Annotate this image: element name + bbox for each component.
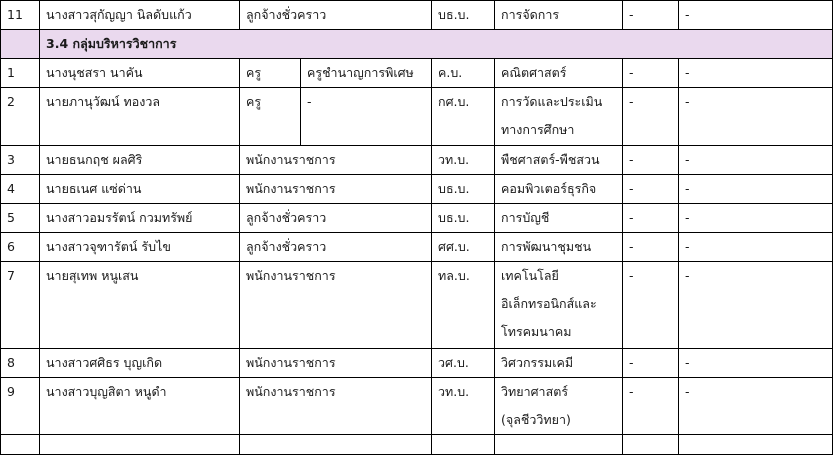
table-row <box>1 88 833 146</box>
staff-name: นางสาวสุกัญญา นิลดับแก้ว <box>40 1 240 30</box>
extra-col-1: - <box>623 146 679 175</box>
section-blank-cell <box>1 30 40 59</box>
staff-degree: วท.บ. <box>432 378 495 435</box>
staff-degree: วศ.บ. <box>432 349 495 378</box>
extra-col-2: - <box>679 175 833 204</box>
staff-major-line: ทางการศึกษา <box>501 122 575 137</box>
staff-degree: ศศ.บ. <box>432 233 495 262</box>
staff-degree: บธ.บ. <box>432 175 495 204</box>
table-row <box>1 146 833 175</box>
extra-col-1: - <box>623 175 679 204</box>
extra-col-2: - <box>679 378 833 435</box>
staff-major-line: การวัดและประเมิน <box>501 94 603 109</box>
table-row <box>1 204 833 233</box>
extra-col-2: - <box>679 88 833 146</box>
row-number: 11 <box>1 1 40 30</box>
staff-position: พนักงานราชการ <box>240 146 432 175</box>
extra-col-1: - <box>623 59 679 88</box>
staff-major <box>495 262 623 349</box>
table-row <box>1 378 833 435</box>
staff-major <box>495 88 623 146</box>
row-number: 6 <box>1 233 40 262</box>
staff-name: นางสาวอมรรัตน์ กวมทรัพย์ <box>40 204 240 233</box>
staff-major: วิศวกรรมเคมี <box>495 349 623 378</box>
extra-col-2: - <box>679 146 833 175</box>
staff-position: พนักงานราชการ <box>240 262 432 349</box>
extra-col-1: - <box>623 233 679 262</box>
row-number: 2 <box>1 88 40 146</box>
staff-position: พนักงานราชการ <box>240 349 432 378</box>
table-row <box>1 262 833 349</box>
row-number: 4 <box>1 175 40 204</box>
row-number: 3 <box>1 146 40 175</box>
staff-major: การพัฒนาชุมชน <box>495 233 623 262</box>
table-row <box>1 59 833 88</box>
staff-name: นายธเนศ แซ่ด่าน <box>40 175 240 204</box>
staff-degree: ทล.บ. <box>432 262 495 349</box>
staff-degree: วท.บ. <box>432 146 495 175</box>
table-row-partial <box>1 435 833 455</box>
extra-col-1: - <box>623 1 679 30</box>
staff-name: นายภานุวัฒน์ ทองวล <box>40 88 240 146</box>
staff-position: ลูกจ้างชั่วคราว <box>240 1 432 30</box>
extra-col-2: - <box>679 262 833 349</box>
staff-name: นางนุชสรา นาคัน <box>40 59 240 88</box>
table-row <box>1 233 833 262</box>
staff-position: พนักงานราชการ <box>240 378 432 435</box>
staff-name: นางสาวบุญสิตา หนูดำ <box>40 378 240 435</box>
staff-major: การจัดการ <box>495 1 623 30</box>
staff-degree: บธ.บ. <box>432 1 495 30</box>
extra-col-2: - <box>679 59 833 88</box>
extra-col-1: - <box>623 349 679 378</box>
staff-position: ลูกจ้างชั่วคราว <box>240 204 432 233</box>
staff-major <box>495 378 623 435</box>
staff-degree: บธ.บ. <box>432 204 495 233</box>
extra-col-1: - <box>623 204 679 233</box>
staff-major-line: เทคโนโลยี <box>501 268 559 283</box>
row-number: 9 <box>1 378 40 435</box>
staff-degree: ค.บ. <box>432 59 495 88</box>
table-row <box>1 175 833 204</box>
staff-name: นางสาวจุฑารัตน์ รับไข <box>40 233 240 262</box>
staff-degree: กศ.บ. <box>432 88 495 146</box>
extra-col-1: - <box>623 88 679 146</box>
staff-major-line: วิทยาศาสตร์ <box>501 384 569 399</box>
extra-col-2: - <box>679 349 833 378</box>
extra-col-2: - <box>679 204 833 233</box>
staff-major: พืชศาสตร์-พืชสวน <box>495 146 623 175</box>
staff-major: คอมพิวเตอร์ธุรกิจ <box>495 175 623 204</box>
staff-position: ครู <box>240 59 301 88</box>
section-title: 3.4 กลุ่มบริหารวิชาการ <box>40 30 833 59</box>
staff-position: ครู <box>240 88 301 146</box>
staff-major: คณิตศาสตร์ <box>495 59 623 88</box>
staff-major-line: อิเล็กทรอนิกส์และ <box>501 296 597 311</box>
staff-major-line: โทรคมนาคม <box>501 324 572 339</box>
section-header-row <box>1 30 833 59</box>
staff-position: ลูกจ้างชั่วคราว <box>240 233 432 262</box>
staff-name: นายสุเทพ หนูเสน <box>40 262 240 349</box>
extra-col-2: - <box>679 1 833 30</box>
staff-rank: - <box>301 88 432 146</box>
staff-name: นายธนกฤช ผลศิริ <box>40 146 240 175</box>
staff-major: การบัญชี <box>495 204 623 233</box>
table-row <box>1 349 833 378</box>
row-number: 7 <box>1 262 40 349</box>
extra-col-2: - <box>679 233 833 262</box>
staff-position: พนักงานราชการ <box>240 175 432 204</box>
row-number: 1 <box>1 59 40 88</box>
staff-name: นางสาวศศิธร บุญเกิด <box>40 349 240 378</box>
table-row <box>1 1 833 30</box>
staff-major-line: (จุลชีววิทยา) <box>501 412 571 427</box>
extra-col-1: - <box>623 378 679 435</box>
staff-rank: ครูชำนาญการพิเศษ <box>301 59 432 88</box>
row-number: 8 <box>1 349 40 378</box>
row-number: 5 <box>1 204 40 233</box>
extra-col-1: - <box>623 262 679 349</box>
